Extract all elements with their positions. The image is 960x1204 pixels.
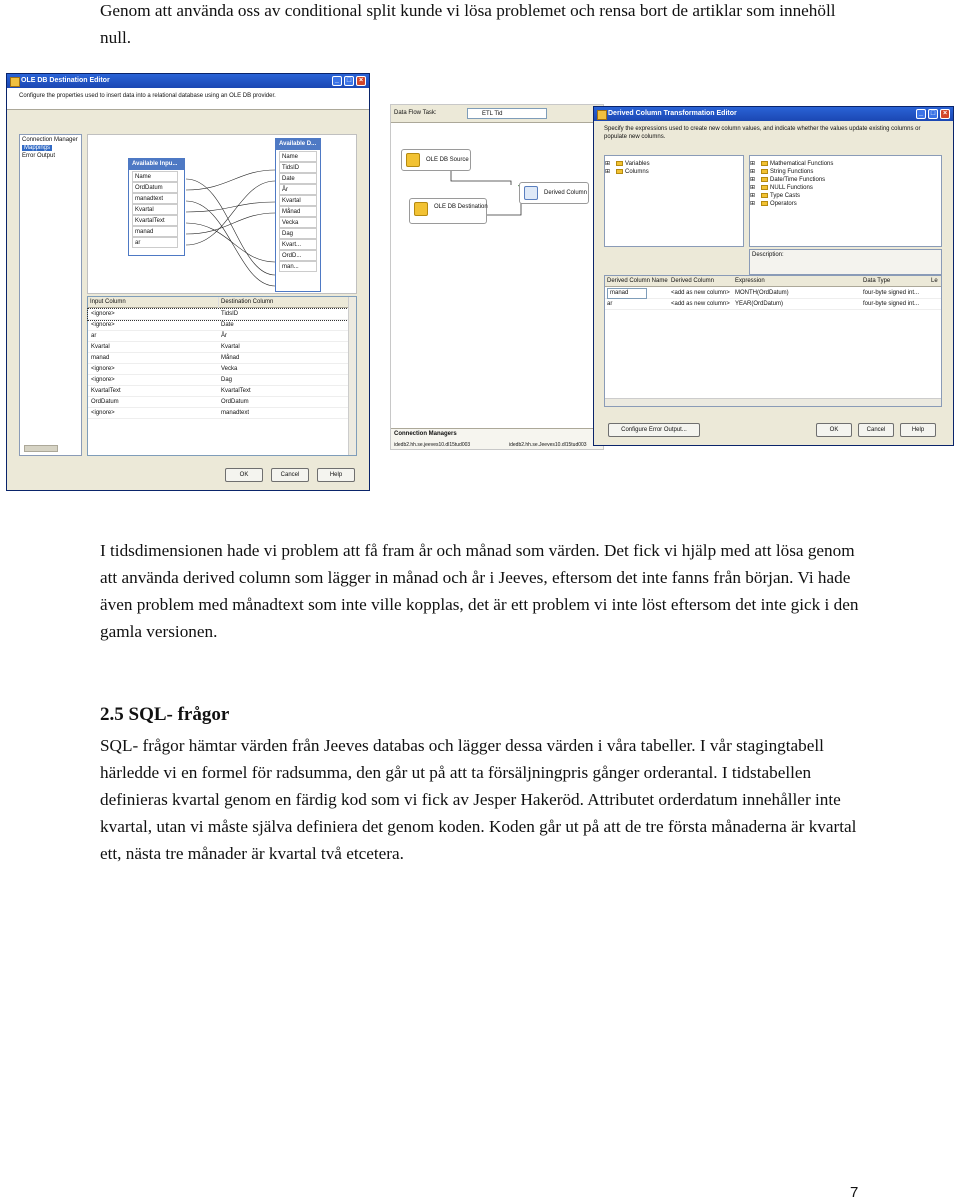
input-column-cell[interactable]: KvartalText xyxy=(91,388,121,394)
grid-destination-column xyxy=(218,297,348,308)
derived-column-icon xyxy=(524,186,538,200)
dataflow-task-select[interactable]: ETL Tid xyxy=(467,108,547,119)
folder-icon xyxy=(761,193,768,198)
derived-column-editor-screenshot xyxy=(593,106,954,446)
input-column-cell[interactable]: <ignore> xyxy=(91,366,115,372)
dest-box-title: Available D... xyxy=(276,139,320,150)
destination-column-item[interactable]: Kvart... xyxy=(279,239,317,250)
nav-item-connection-manager[interactable]: Connection Manager xyxy=(22,137,78,143)
table-row[interactable] xyxy=(88,397,348,408)
destination-column-cell[interactable]: Dag xyxy=(221,377,233,383)
table-row[interactable] xyxy=(605,299,941,310)
grid-rows xyxy=(88,309,348,419)
derived-grid-cell[interactable]: YEAR(OrdDatum) xyxy=(735,301,784,307)
destination-column-item[interactable]: Dag xyxy=(279,228,317,239)
destination-column-item[interactable]: OrdD... xyxy=(279,250,317,261)
connection-managers-label: Connection Managers xyxy=(394,431,457,437)
connection-manager-2[interactable]: idedb2.hh.se.Jeeves10.dl15tud003 xyxy=(509,442,587,448)
destination-column-item[interactable]: Vecka xyxy=(279,217,317,228)
derived-grid-header xyxy=(605,276,941,287)
destination-column-item[interactable]: År xyxy=(279,184,317,195)
table-row[interactable] xyxy=(88,364,348,375)
derived-column-node[interactable] xyxy=(519,182,589,204)
derived-grid-cell[interactable]: MONTH(OrdDatum) xyxy=(735,290,789,296)
connection-managers-tray xyxy=(391,428,603,450)
destination-column-cell[interactable]: Vecka xyxy=(221,366,238,372)
table-row[interactable] xyxy=(88,331,348,342)
minimize-icon[interactable]: _ xyxy=(332,76,342,86)
derived-editor-title: Derived Column Transformation Editor xyxy=(608,110,737,117)
destination-icon xyxy=(414,202,428,216)
destination-column-cell[interactable]: KvartalText xyxy=(221,388,251,394)
table-row[interactable] xyxy=(88,353,348,364)
input-column-cell[interactable]: <ignore> xyxy=(91,311,115,317)
folder-icon xyxy=(761,161,768,166)
source-icon xyxy=(406,153,420,167)
tree-item-function-category[interactable]: ⊞ Operators xyxy=(750,201,797,207)
derived-grid-cell[interactable]: four-byte signed int... xyxy=(863,290,920,296)
tree-item-function-category[interactable]: ⊞ Date/Time Functions xyxy=(750,177,826,183)
destination-column-item[interactable]: Name xyxy=(279,151,317,162)
destination-column-item[interactable]: TidsID xyxy=(279,162,317,173)
variables-columns-tree xyxy=(604,155,744,247)
input-column-cell[interactable]: <ignore> xyxy=(91,410,115,416)
grid-header-destination: Destination Column xyxy=(219,297,348,308)
ole-db-destination-label: OLE DB Destination xyxy=(434,204,488,210)
derived-grid-cell[interactable]: <add as new column> xyxy=(671,301,730,307)
description-label: Description: xyxy=(752,252,784,258)
nav-item-error-output[interactable]: Error Output xyxy=(22,153,56,159)
close-icon[interactable]: × xyxy=(356,76,366,86)
input-column-item[interactable]: Name xyxy=(132,171,178,182)
tree-item-function-category[interactable]: ⊞ Type Casts xyxy=(750,193,801,199)
input-column-list xyxy=(132,171,178,248)
derived-grid-scrollbar[interactable] xyxy=(605,398,941,406)
input-box-title: Available Inpu... xyxy=(129,159,184,170)
ole-db-source-node[interactable] xyxy=(401,149,471,171)
close-icon[interactable]: × xyxy=(940,109,950,119)
ole-ok-button[interactable]: OK xyxy=(225,468,263,482)
derived-column-grid xyxy=(604,275,942,407)
grid-input-column xyxy=(88,297,218,308)
tree-item-function-category[interactable]: ⊞ NULL Functions xyxy=(750,185,813,191)
input-column-item[interactable]: manadtext xyxy=(132,193,178,204)
ole-help-button[interactable]: Help xyxy=(317,468,355,482)
dataflow-tab-label: Data Flow Task: xyxy=(394,110,437,116)
input-column-item[interactable]: Kvartal xyxy=(132,204,178,215)
ole-db-destination-editor-screenshot xyxy=(6,73,370,491)
paragraph-conditional-split: Genom att använda oss av conditional split kunde vi lösa problemet och rensa bort de artiklar som innehöll null. xyxy=(100,1,836,47)
nav-item-mappings[interactable]: Mappings xyxy=(24,145,51,151)
function-description-pane xyxy=(749,249,942,275)
input-column-item[interactable]: ar xyxy=(132,237,178,248)
input-column-cell[interactable]: manad xyxy=(91,355,110,361)
input-column-item[interactable]: OrdDatum xyxy=(132,182,178,193)
tree-item-variables[interactable]: ⊞ Variables xyxy=(605,161,650,167)
maximize-icon[interactable]: □ xyxy=(344,76,354,86)
connection-manager-1[interactable]: idedb2.hh.se.jeeves10.dl15tud003 xyxy=(394,442,471,448)
ole-editor-nav xyxy=(19,134,82,456)
available-input-columns-box xyxy=(128,158,185,256)
input-column-cell[interactable]: OrdDatum xyxy=(91,399,119,405)
destination-column-cell[interactable]: Date xyxy=(221,322,234,328)
tree-item-function-category[interactable]: ⊞ Mathematical Functions xyxy=(750,161,834,167)
derived-grid-header-cell[interactable]: Derived Column Name xyxy=(607,278,668,284)
destination-column-item[interactable]: man... xyxy=(279,261,317,272)
ole-editor-title: OLE DB Destination Editor xyxy=(21,77,110,84)
destination-column-cell[interactable]: År xyxy=(221,333,227,339)
derived-cancel-button[interactable]: Cancel xyxy=(858,423,894,437)
table-row[interactable] xyxy=(88,386,348,397)
table-row[interactable] xyxy=(88,342,348,353)
derived-ok-button[interactable]: OK xyxy=(816,423,852,437)
destination-column-cell[interactable]: manadtext xyxy=(221,410,250,416)
input-column-item[interactable]: manad xyxy=(132,226,178,237)
input-column-item[interactable]: KvartalText xyxy=(132,215,178,226)
derived-grid-cell[interactable]: ar xyxy=(607,301,613,307)
ole-editor-titlebar xyxy=(7,74,369,88)
derived-grid-cell[interactable]: manad xyxy=(607,288,647,299)
grid-scrollbar[interactable] xyxy=(348,297,356,455)
minimize-icon[interactable]: _ xyxy=(916,109,926,119)
functions-tree xyxy=(749,155,942,247)
paragraph-tidsdimension: I tidsdimensionen hade vi problem att få fram år och månad som värden. Det fick vi hjälp med att lösa genom att använda derived column som lägger in månad och år i Jeeves, eftersom det inte fanns från början. Vi hade även problem med månadtext som inte ville kopplas, det är ett problem vi inte löst eftersom det inte gick i den gamla versionen. xyxy=(100,541,859,641)
derived-help-button[interactable]: Help xyxy=(900,423,936,437)
data-flow-designer-screenshot xyxy=(390,104,604,450)
table-row[interactable] xyxy=(605,288,941,299)
derived-editor-titlebar xyxy=(594,107,953,121)
table-row[interactable] xyxy=(88,309,348,320)
derived-grid-cell[interactable]: four-byte signed int... xyxy=(863,301,920,307)
grid-header-input: Input Column xyxy=(88,297,218,308)
destination-column-cell[interactable]: TidsID xyxy=(221,311,239,317)
input-column-cell[interactable]: ar xyxy=(91,333,97,339)
mapping-grid xyxy=(87,296,357,456)
folder-icon xyxy=(761,185,768,190)
table-row[interactable] xyxy=(88,408,348,419)
maximize-icon[interactable]: □ xyxy=(928,109,938,119)
available-destination-columns-box xyxy=(275,138,321,292)
input-column-cell[interactable]: <ignore> xyxy=(91,322,115,328)
destination-column-item[interactable]: Kvartal xyxy=(279,195,317,206)
derived-grid-header-cell[interactable]: Data Type xyxy=(863,278,891,284)
folder-icon xyxy=(616,169,623,174)
derived-grid-header-cell[interactable]: Le xyxy=(931,278,938,284)
table-row[interactable] xyxy=(88,320,348,331)
derived-grid-header-cell[interactable]: Expression xyxy=(735,278,765,284)
configure-error-output-button[interactable]: Configure Error Output... xyxy=(608,423,700,437)
derived-grid-header-cell[interactable]: Derived Column xyxy=(671,278,715,284)
nav-scrollbar[interactable] xyxy=(24,445,58,452)
derived-grid-rows xyxy=(605,288,941,310)
folder-icon xyxy=(761,177,768,182)
destination-column-cell[interactable]: OrdDatum xyxy=(221,399,249,405)
destination-column-list xyxy=(279,151,317,272)
derived-editor-description: Specify the expressions used to create new column values, and indicate whether the values update existing columns or populate new columns. xyxy=(604,126,921,140)
destination-column-item[interactable]: Date xyxy=(279,173,317,184)
folder-icon xyxy=(761,201,768,206)
input-column-cell[interactable]: <ignore> xyxy=(91,377,115,383)
section-heading: 2.5 SQL- frågor xyxy=(100,704,230,725)
input-column-cell[interactable]: Kvartal xyxy=(91,344,110,350)
tree-item-function-category[interactable]: ⊞ String Functions xyxy=(750,169,814,175)
destination-column-item[interactable]: Månad xyxy=(279,206,317,217)
destination-column-cell[interactable]: Månad xyxy=(221,355,240,361)
derived-column-label: Derived Column xyxy=(544,190,588,196)
page-number: 7 xyxy=(850,1184,859,1201)
paragraph-sql-fragor: SQL- frågor hämtar värden från Jeeves databas och lägger dessa värden i våra tabeller. I vår stagingtabell härledde vi en formel för radsumma, den går ut på att ta försäljningpris gånger orderantal. I tidstabellen definieras kvartal genom en färdig kod som vi fick av Jesper Hakeröd. Attributet orderdatum innehåller inte kvartal, utan vi måste själva definiera det genom koden. Koden går ut på att de tre första månaderna är kvartal ett, nästa tre månader är kvartal två etcetera. xyxy=(100,736,857,863)
ole-editor-description: Configure the properties used to insert data into a relational database using an OLE DB provider. xyxy=(7,88,369,110)
folder-icon xyxy=(761,169,768,174)
destination-column-cell[interactable]: Kvartal xyxy=(221,344,240,350)
table-row[interactable] xyxy=(88,375,348,386)
derived-grid-cell[interactable]: <add as new column> xyxy=(671,290,730,296)
folder-icon xyxy=(616,161,623,166)
ole-cancel-button[interactable]: Cancel xyxy=(271,468,309,482)
ole-db-destination-node[interactable] xyxy=(409,198,487,224)
ole-db-source-label: OLE DB Source xyxy=(426,157,469,163)
mapping-canvas xyxy=(87,134,357,294)
tree-item-columns[interactable]: ⊞ Columns xyxy=(605,169,649,175)
